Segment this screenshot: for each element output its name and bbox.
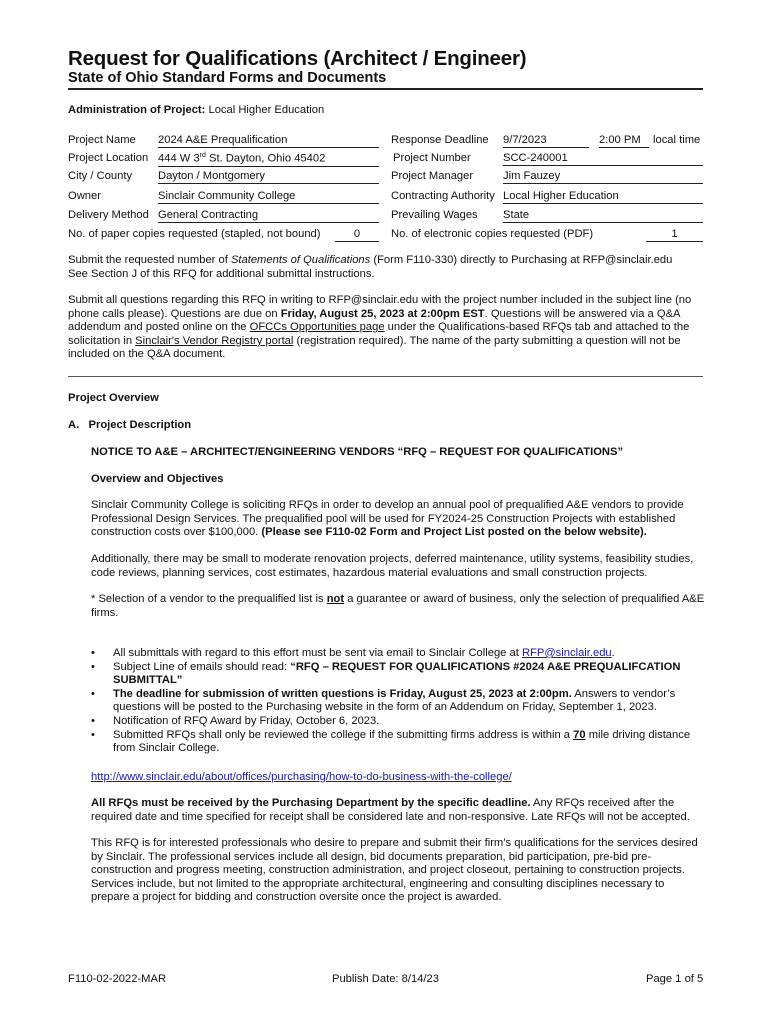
submit-paragraph-2: Submit all questions regarding this RFQ in writing to RFP@sinclair.edu with the project number included in the subject line (no phone calls please). Questions are due on Friday, August 25, 2023 at 2:00pm EST. Questions will be answered via a Q&A addendum and posted online on the OFCCs Opportunities page under the Qualifications-based RFQs tab and attached to the solicitation in Sinclair's Vendor Registry portal (registration required). The name of the party submitting a question will not be included on the Q&A document.: [68, 294, 692, 361]
project-manager-label: Project Manager: [391, 170, 474, 182]
prevailing-wages-label: Prevailing Wages: [391, 209, 478, 221]
list-item: • Subject Line of emails should read: “RFQ – REQUEST FOR QUALIFICATIONS #2024 A&E PREQUALIFCATION SUBMITTAL”: [91, 661, 706, 688]
list-item: • The deadline for submission of written questions is Friday, August 25, 2023 at 2:00pm. Answers to vendor’s questions will be posted to the Purchasing website in the form of an Addendum on Friday, September 1, 2023.: [91, 688, 706, 715]
objectives-paragraph-1: Sinclair Community College is soliciting RFQs in order to develop an annual pool of prequalified A&E vendors to provide Professional Design Services. The prequalified pool will be used for FY2024-25 Construction Projects with established construction costs over $100,000. (Please see F110-02 Form and Project List posted on the below website).: [91, 499, 684, 539]
purchasing-website-link[interactable]: http://www.sinclair.edu/about/offices/purchasing/how-to-do-business-with-the-college/: [91, 771, 512, 783]
city-county-label: City / County: [68, 170, 133, 182]
project-number-value: SCC-240001: [503, 152, 703, 166]
list-item: • Notification of RFQ Award by Friday, October 6, 2023.: [91, 715, 706, 729]
project-location-label: Project Location: [68, 152, 149, 164]
project-location-value: 444 W 3rd St. Dayton, Ohio 45402: [158, 152, 379, 167]
administration-line: [68, 103, 324, 117]
publish-date: Publish Date: 8/14/23: [332, 973, 439, 985]
deadline-paragraph: All RFQs must be received by the Purchasing Department by the specific deadline. Any RFQs received after the required date and time specified for receipt shall be considered late and non-responsive. Late RFQs will not be accepted.: [91, 797, 690, 823]
response-deadline-date: 9/7/2023: [503, 134, 589, 148]
list-item: • All submittals with regard to this effort must be sent via email to Sinclair College at RFP@sinclair.edu.: [91, 647, 706, 661]
electronic-copies-value: 1: [646, 228, 703, 242]
delivery-method-label: Delivery Method: [68, 209, 149, 221]
delivery-method-value: General Contracting: [158, 209, 379, 223]
project-manager-value: Jim Fauzey: [503, 170, 703, 184]
notice-heading: NOTICE TO A&E – ARCHITECT/ENGINEERING VENDORS “RFQ – REQUEST FOR QUALIFICATIONS”: [91, 446, 624, 458]
administration-label: Administration of Project:: [68, 104, 206, 116]
objectives-paragraph-2: Additionally, there may be small to moderate renovation projects, deferred maintenance, utility systems, feasibility studies, code reviews, planning services, cost estimates, hazardous material evaluations and small construction projects.: [91, 553, 694, 579]
objectives-paragraph-3: * Selection of a vendor to the prequalified list is not a guarantee or award of business, only the selection of prequalified A&E firms.: [91, 593, 705, 619]
document-title: Request for Qualifications (Architect / Engineer): [68, 47, 527, 70]
document-subtitle: State of Ohio Standard Forms and Documents: [68, 70, 387, 86]
contracting-authority-value: Local Higher Education: [503, 190, 703, 204]
local-time-label: local time: [653, 134, 701, 146]
overview-objectives-heading: Overview and Objectives: [91, 473, 224, 485]
paper-copies-value: 0: [335, 228, 379, 242]
bullet-list: [91, 647, 706, 756]
administration-value: Local Higher Education: [208, 104, 325, 116]
form-id: F110-02-2022-MAR: [68, 973, 167, 985]
submit-paragraph-1: Submit the requested number of Statements of Qualifications (Form F110-330) directly to Purchasing at RFP@sinclair.edu See Section J of this RFQ for additional submittal instructions.: [68, 254, 673, 280]
response-deadline-label: Response Deadline: [391, 134, 489, 146]
prevailing-wages-value: State: [503, 209, 703, 223]
contracting-authority-label: Contracting Authority: [391, 190, 495, 202]
ofcc-opportunities-link[interactable]: OFCCs Opportunities page: [249, 321, 385, 334]
owner-value: Sinclair Community College: [158, 190, 379, 204]
section-divider: [68, 376, 703, 377]
services-paragraph: This RFQ is for interested professionals who desire to prepare and submit their firm’s qualifications for the services desired by Sinclair. The professional services include all design, bid documents preparation, bid participation, pre-bid pre-construction and progress meeting, construction administration, and project closeout, pertaining to construction projects. Services include, but not limited to the appropriate architectural, engineering and consulting disciplines necessary to prepare a project for bidding and construction oversite once the project is awarded.: [91, 837, 698, 904]
project-name-value: 2024 A&E Prequalification: [158, 134, 379, 148]
page-number: Page 1 of 5: [646, 973, 704, 985]
rfp-email-link[interactable]: RFP@sinclair.edu: [521, 647, 612, 659]
owner-label: Owner: [68, 190, 101, 202]
paper-copies-label: No. of paper copies requested (stapled, not bound): [68, 228, 321, 240]
response-deadline-time: 2:00 PM: [599, 134, 649, 148]
electronic-copies-label: No. of electronic copies requested (PDF): [391, 228, 594, 240]
city-county-value: Dayton / Montgomery: [158, 170, 379, 184]
project-number-label: Project Number: [393, 152, 471, 164]
header-divider: [68, 88, 703, 90]
vendor-registry-link[interactable]: Sinclair's Vendor Registry portal: [135, 334, 294, 347]
project-overview-heading: Project Overview: [68, 392, 159, 404]
list-item: • Submitted RFQs shall only be reviewed the college if the submitting firms address is within a 70 mile driving distance from Sinclair College.: [91, 729, 706, 756]
project-description-heading: A. Project Description: [68, 419, 192, 431]
project-name-label: Project Name: [68, 134, 136, 146]
